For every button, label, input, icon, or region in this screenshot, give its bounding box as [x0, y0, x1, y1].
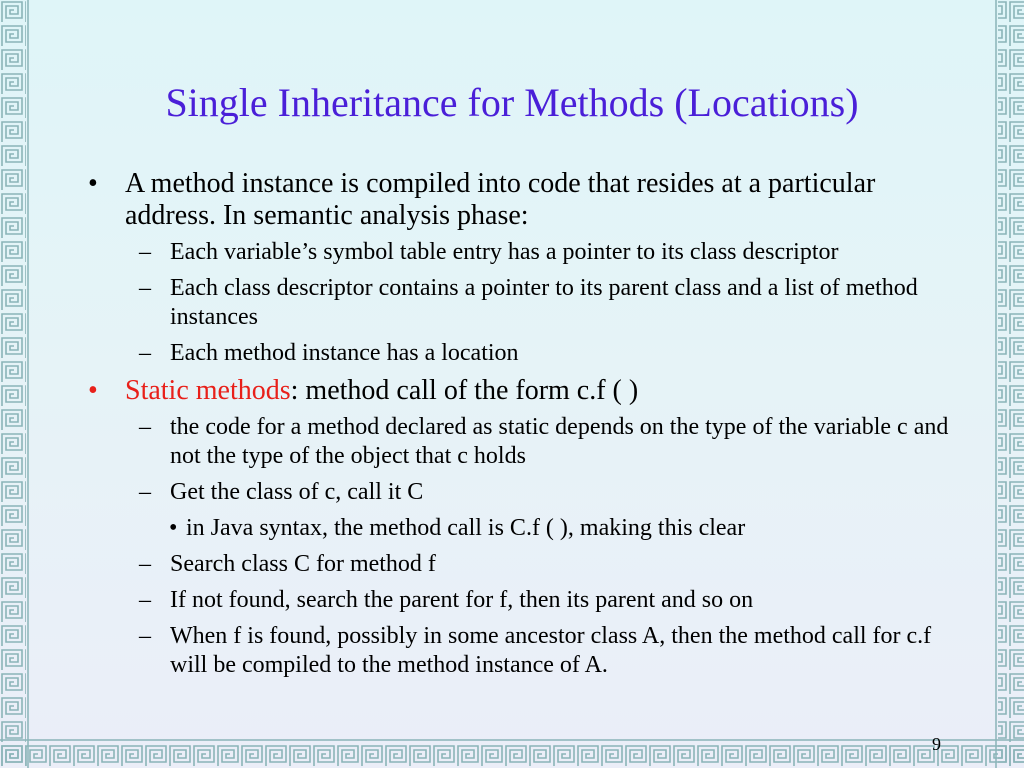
dash-marker: – [139, 239, 151, 265]
sub-sub-item-text: in Java syntax, the method call is C.f ( ), making this clear [186, 515, 746, 541]
dash-marker: – [139, 414, 151, 440]
sub-item-text: If not found, search the parent for f, then its parent and so on [170, 587, 754, 613]
left-border-strip [0, 0, 26, 768]
sub-item-text: Each method instance has a location [170, 340, 519, 366]
right-border-strip [998, 0, 1024, 768]
sub-item-text: the code for a method declared as static depends on the type of the variable c and not the type of the object that c holds [170, 414, 949, 469]
sub-item-text: Each variable’s symbol table entry has a pointer to its class descriptor [170, 239, 839, 265]
bullet-marker: • [88, 375, 98, 406]
bullet-marker: • [88, 168, 98, 199]
highlight-term: Static methods [125, 375, 291, 406]
bottom-border-strip [0, 742, 1024, 768]
dash-marker: – [139, 551, 151, 577]
sub-item [88, 339, 968, 368]
sub-item-text: When f is found, possibly in some ancestor class A, then the method call for c.f will be compiled to the method instance of A. [170, 623, 932, 678]
dash-marker: – [139, 275, 151, 301]
bullet-item [88, 168, 968, 232]
dash-marker: – [139, 479, 151, 505]
sub-item [88, 550, 968, 579]
bullet-item [88, 375, 968, 407]
sub-sub-item [88, 514, 968, 543]
bullet-text: A method instance is compiled into code that resides at a particular address. In semantic analysis phase: [125, 168, 876, 231]
sub-item [88, 274, 968, 332]
sub-item [88, 238, 968, 267]
slide-body [88, 168, 968, 687]
sub-item [88, 586, 968, 615]
page-number: 9 [932, 734, 941, 754]
dash-marker: – [139, 340, 151, 366]
bullet-marker: • [169, 515, 178, 541]
dash-marker: – [139, 623, 151, 649]
sub-item-text: Each class descriptor contains a pointer to its parent class and a list of method instances [170, 275, 918, 330]
sub-item-text: Search class C for method f [170, 551, 436, 577]
sub-item [88, 478, 968, 507]
sub-item [88, 622, 968, 680]
sub-item [88, 413, 968, 471]
sub-item-text: Get the class of c, call it C [170, 479, 424, 505]
bullet-text: : method call of the form c.f ( ) [290, 375, 639, 406]
slide-title: Single Inheritance for Methods (Locations) [165, 80, 859, 125]
dash-marker: – [139, 587, 151, 613]
